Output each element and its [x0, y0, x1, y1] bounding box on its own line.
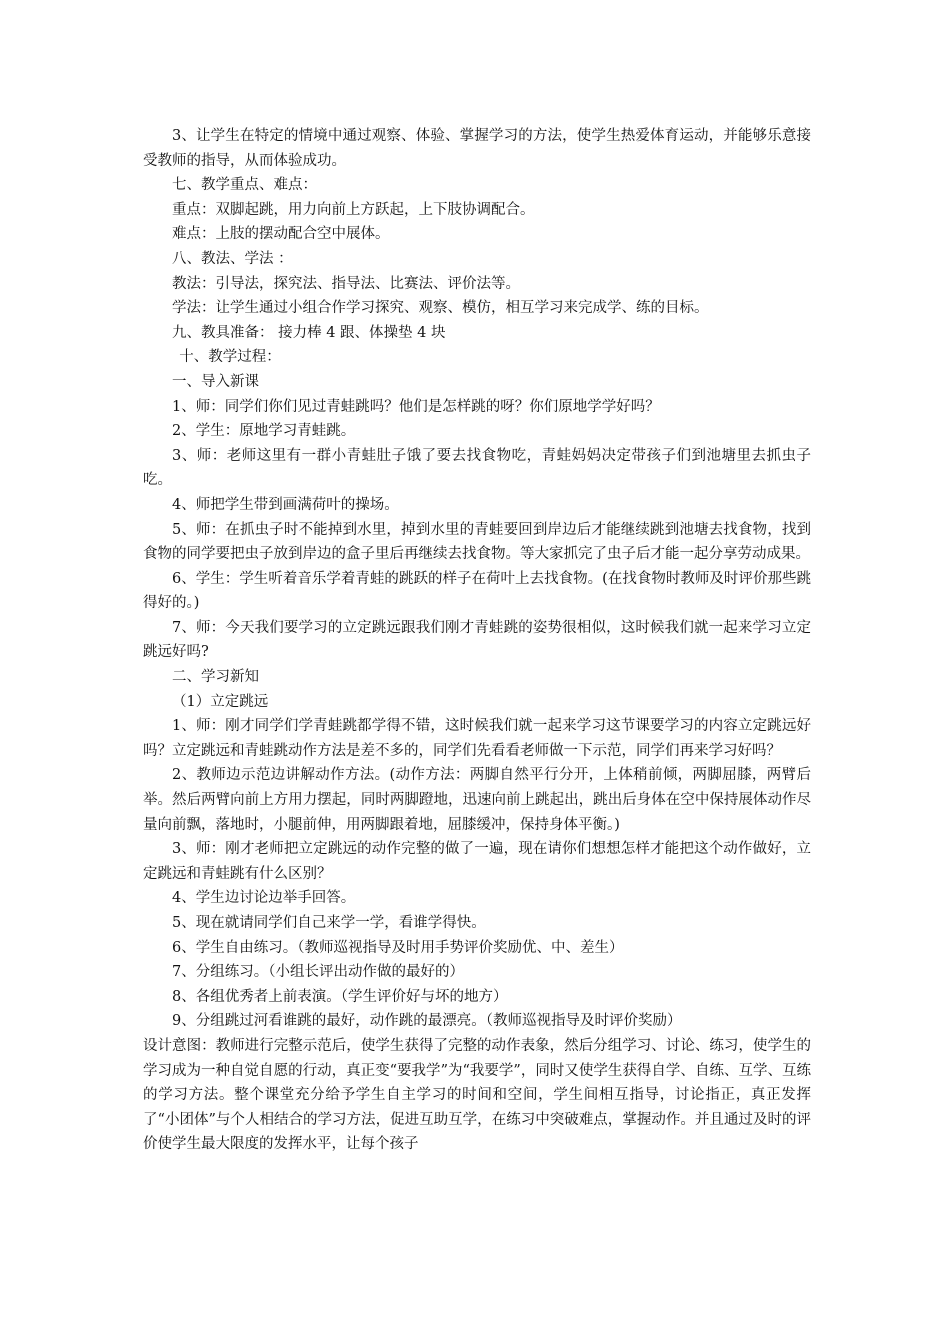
intro-step-3: 3、师：老师这里有一群小青蛙肚子饿了要去找食物吃，青蛙妈妈决定带孩子们到池塘里去抓虫子吃。: [143, 447, 811, 489]
learn-step-8: 8、各组优秀者上前表演。（学生评价好与坏的地方）: [172, 988, 508, 1005]
design-intent-paragraph: 设计意图：教师进行完整示范后，使学生获得了完整的动作表象，然后分组学习、讨论、练习，使学生的学习成为一种自觉自愿的行动，真正变“要我学”为“我要学”，同时又使学生获得自学、自练、互学、互练的学习方法。整个课堂充分给予学生自主学习的时间和空间，学生间相互指导，讨论指正，真正发挥了“小团体”与个人相结合的学习方法，促进互助互学，在练习中突破难点，掌握动作。并且通过及时的评价使学生最大限度的发挥水平，让每个孩子: [143, 1037, 811, 1153]
intro-step-2: 2、学生：原地学习青蛙跳。: [172, 423, 356, 440]
subsection-standing-long-jump: （1）立定跳远: [172, 693, 269, 710]
learn-step-1: 1、师：刚才同学们学青蛙跳都学得不错，这时候我们就一起来学习这节课要学习的内容立定跳远好吗？立定跳远和青蛙跳动作方法是差不多的，同学们先看看老师做一下示范，同学们再来学习好吗？: [143, 718, 811, 759]
learn-step-3: 3、师：刚才老师把立定跳远的动作完整的做了一遍，现在请你们想想怎样才能把这个动作做好，立定跳远和青蛙跳有什么区别？: [143, 841, 811, 882]
learn-step-2: 2、教师边示范边讲解动作方法。(动作方法：两脚自然平行分开，上体稍前倾，两脚屈膝，两臂后举。然后两臂向前上方用力摆起，同时两脚蹬地，迅速向前上跳起出，跳出后身体在空中保持展体动作尽量向前飘，落地时，小腿前伸，用两脚跟着地，屈膝缓冲，保持身体平衡。): [143, 767, 811, 833]
intro-step-1: 1、师：同学们你们见过青蛙跳吗？他们是怎样跳的呀？你们原地学学好吗？: [172, 398, 660, 415]
learn-step-7: 7、分组练习。（小组长评出动作做的最好的）: [172, 964, 464, 981]
intro-step-7: 7、师：今天我们要学习的立定跳远跟我们刚才青蛙跳的姿势很相似，这时候我们就一起来学习立定跳远好吗?: [143, 619, 811, 661]
learn-step-5: 5、现在就请同学们自己来学一学，看谁学得快。: [172, 915, 486, 931]
part-2-heading: 二、学习新知: [172, 669, 259, 686]
part-1-heading: 一、导入新课: [172, 373, 259, 390]
section-9-heading: 九、教具准备： 接力棒 4 跟、体操垫 4 块: [172, 324, 446, 341]
intro-step-6: 6、学生：学生听着音乐学着青蛙的跳跃的样子在荷叶上去找食物。(在找食物时教师及时评价那些跳得好的。): [143, 570, 811, 612]
learn-step-9: 9、分组跳过河看谁跳的最好，动作跳的最漂亮。（教师巡视指导及时评价奖励）: [172, 1013, 682, 1030]
section-10-heading: 十、教学过程：: [179, 349, 281, 366]
section-7-heading: 七、教学重点、难点：: [172, 177, 317, 194]
teaching-method-paragraph: 教法：引导法，探究法、指导法、比赛法、评价法等。: [172, 275, 520, 292]
learn-step-4: 4、学生边讨论边举手回答。: [172, 890, 356, 907]
intro-step-5: 5、师：在抓虫子时不能掉到水里，掉到水里的青蛙要回到岸边后才能继续跳到池塘去找食物，找到食物的同学要把虫子放到岸边的盒子里后再继续去找食物。等大家抓完了虫子后才能一起分享劳动成果。: [143, 521, 811, 563]
difficulty-paragraph: 难点：上肢的摆动配合空中展体。: [172, 226, 390, 243]
objective-3-paragraph: 3、让学生在特定的情境中通过观察、体验、掌握学习的方法，使学生热爱体育运动，并能够乐意接受教师的指导，从而体验成功。: [143, 128, 811, 169]
section-8-heading: 八、教法、学法 ：: [172, 250, 293, 267]
learn-step-6: 6、学生自由练习。（教师巡视指导及时用手势评价奖励优、中、差生）: [172, 939, 624, 956]
learning-method-paragraph: 学法：让学生通过小组合作学习探究、观察、模仿，相互学习来完成学、练的目标。: [172, 300, 709, 317]
document-body: [143, 124, 811, 1157]
key-point-paragraph: 重点：双脚起跳，用力向前上方跃起，上下肢协调配合。: [172, 201, 535, 218]
intro-step-4: 4、师把学生带到画满荷叶的操场。: [172, 496, 399, 513]
